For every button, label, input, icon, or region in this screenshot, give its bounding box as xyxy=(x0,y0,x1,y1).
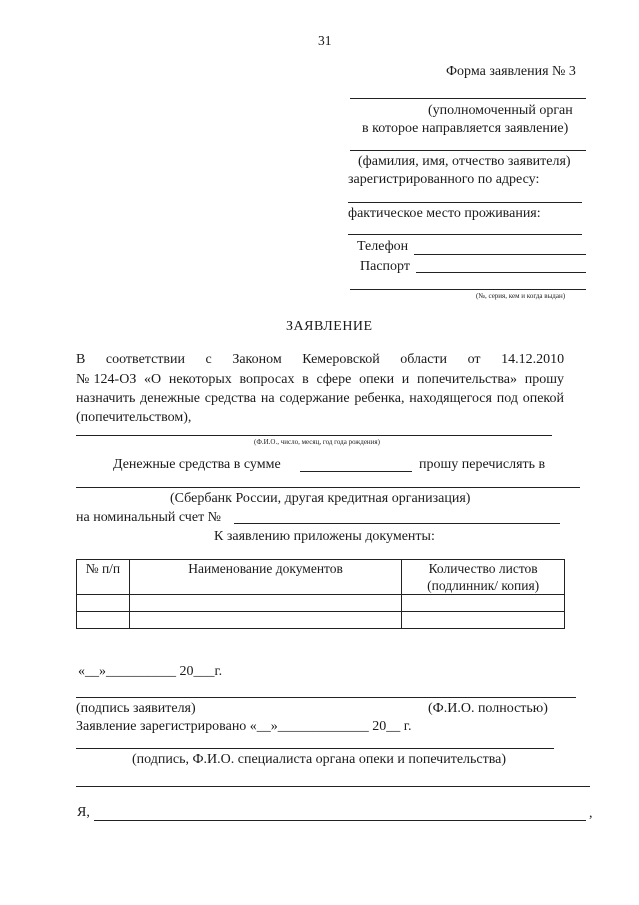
table-cell[interactable] xyxy=(129,612,401,629)
col-header-sheet-count: Количество листов (подлинник/ копия) xyxy=(402,560,565,595)
table-row xyxy=(77,595,565,612)
account-number-field[interactable] xyxy=(234,523,560,524)
authority-field[interactable] xyxy=(350,98,586,99)
table-cell[interactable] xyxy=(129,595,401,612)
account-label: на номинальный счет № xyxy=(76,510,222,525)
passport-hint: (№, серия, кем и когда выдан) xyxy=(476,292,566,300)
form-label: Форма заявления № 3 xyxy=(446,64,576,79)
actual-residence-label: фактическое место проживания: xyxy=(348,206,541,221)
body-line-1: В соответствии с Законом Кемеровской области от 14.12.2010 xyxy=(76,352,565,367)
authority-label-1: (уполномоченный орган xyxy=(428,103,573,118)
documents-table xyxy=(76,559,565,629)
table-cell[interactable] xyxy=(402,595,565,612)
date-field[interactable]: «__»__________ 20___г. xyxy=(78,664,223,679)
table-row xyxy=(77,612,565,629)
page-number: 31 xyxy=(318,33,332,48)
col-header-number: № п/п xyxy=(77,560,130,595)
amount-field[interactable] xyxy=(300,471,412,472)
phone-field[interactable] xyxy=(414,254,586,255)
applicant-name-field[interactable] xyxy=(350,150,586,151)
applicant-signature-label: (подпись заявителя) xyxy=(76,701,196,716)
table-cell[interactable] xyxy=(402,612,565,629)
registered-address-field[interactable] xyxy=(348,202,582,203)
table-cell[interactable] xyxy=(77,612,130,629)
registration-line: Заявление зарегистрировано «__»_____________ 20__ г. xyxy=(76,719,412,734)
consent-name-field[interactable] xyxy=(94,820,586,821)
authority-label-2: в которое направляется заявление) xyxy=(362,121,569,136)
applicant-name-label: (фамилия, имя, отчество заявителя) xyxy=(358,154,571,169)
document-title: ЗАЯВЛЕНИЕ xyxy=(286,319,373,334)
child-info-hint: (Ф.И.О., число, месяц, год года рождения) xyxy=(254,438,380,446)
ya-label: Я, xyxy=(77,805,90,820)
signature-field[interactable] xyxy=(76,697,576,698)
separator-line xyxy=(76,786,590,787)
phone-label: Телефон xyxy=(357,239,409,254)
passport-label: Паспорт xyxy=(360,259,410,274)
attached-docs-label: К заявлению приложены документы: xyxy=(214,529,435,544)
trailing-comma: , xyxy=(589,806,593,821)
child-info-field[interactable] xyxy=(76,435,552,436)
applicant-fio-label: (Ф.И.О. полностью) xyxy=(428,701,548,716)
passport-field[interactable] xyxy=(416,272,586,273)
actual-residence-field[interactable] xyxy=(348,234,582,235)
body-line-3: назначить денежные средства на содержание ребенка, находящегося под опекой xyxy=(76,391,564,406)
body-line-2: №124-ОЗ «О некоторых вопросах в сфере опеки и попечительства» прошу xyxy=(76,372,564,387)
body-line-4: (попечительством), xyxy=(76,410,192,425)
registered-address-label: зарегистрированного по адресу: xyxy=(348,172,540,187)
money-prefix: Денежные средства в сумме xyxy=(113,457,281,472)
bank-hint: (Сбербанк России, другая кредитная организация) xyxy=(170,491,471,506)
table-cell[interactable] xyxy=(77,595,130,612)
bank-field[interactable] xyxy=(76,487,580,488)
passport-details-field[interactable] xyxy=(350,289,586,290)
col-header-document-name: Наименование документов xyxy=(129,560,401,595)
specialist-label: (подпись, Ф.И.О. специалиста органа опеки и попечительства) xyxy=(132,752,507,767)
money-suffix: прошу перечислять в xyxy=(419,457,546,472)
specialist-signature-field[interactable] xyxy=(76,748,554,749)
